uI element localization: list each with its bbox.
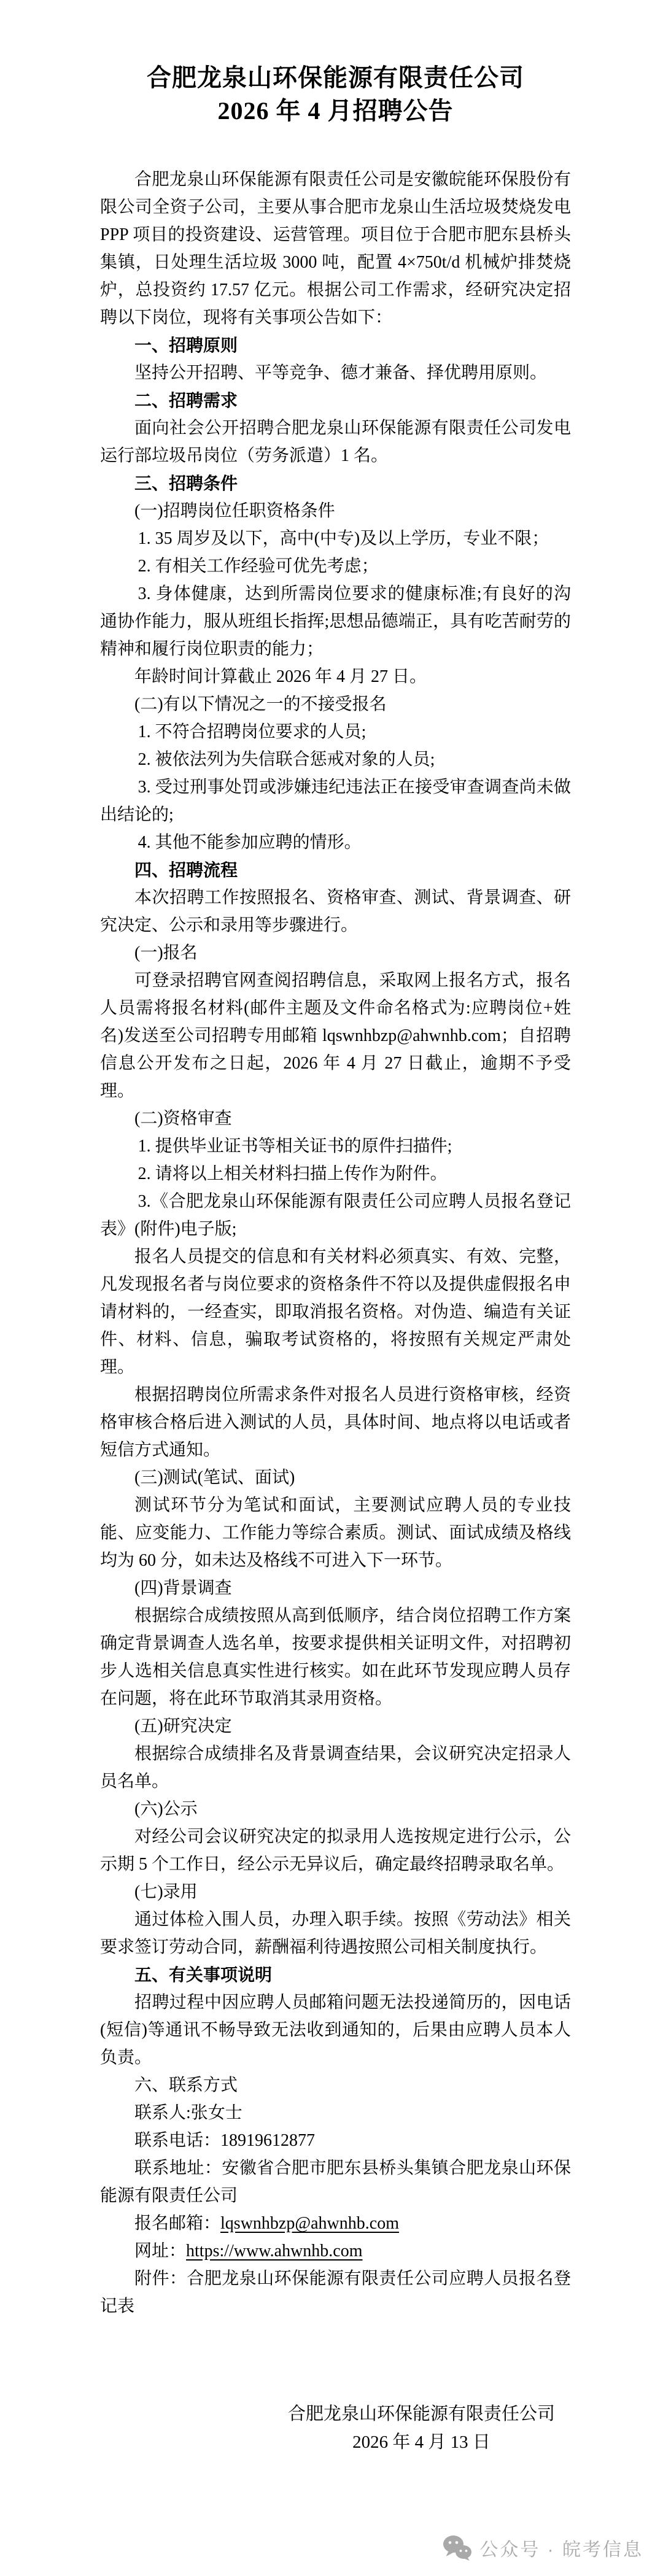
subheading-qualification-conditions: (一)招聘岗位任职资格条件 bbox=[134, 501, 335, 520]
contact-website-value[interactable]: https://www.ahwnhb.com bbox=[186, 2241, 363, 2261]
heading-section-2-demand: 二、招聘需求 bbox=[134, 391, 238, 410]
para-process-overview: 本次招聘工作按照报名、资格审查、测试、背景调查、研究决定、公示和录用等步骤进行。 bbox=[100, 888, 571, 935]
heading-section-6-contact: 六、联系方式 bbox=[134, 2076, 238, 2095]
doc-title-line1: 合肥龙泉山环保能源有限责任公司 bbox=[147, 64, 524, 91]
subheading-decision: (五)研究决定 bbox=[134, 1717, 232, 1736]
subheading-not-accepted: (二)有以下情况之一的不接受报名 bbox=[134, 695, 387, 714]
heading-section-5-notes: 五、有关事项说明 bbox=[134, 1965, 273, 1984]
para-notes: 招聘过程中因应聘人员邮箱问题无法投递简历的，因电话(短信)等通讯不畅导致无法收到通知的，后果由应聘人员本人负责。 bbox=[100, 1993, 571, 2067]
wechat-icon bbox=[443, 2535, 472, 2561]
item-registration-form: 3.《合肥龙泉山环保能源有限责任公司应聘人员报名登记表》(附件)电子版; bbox=[100, 1192, 571, 1239]
contact-email bbox=[100, 2210, 571, 2237]
contact-attachment: 附件：合肥龙泉山环保能源有限责任公司应聘人员报名登记表 bbox=[100, 2269, 571, 2316]
para-registration: 可登录招聘官网查阅招聘信息，采取网上报名方式，报名人员需将报名材料(邮件主题及文件命名格式为:应聘岗位+姓名)发送至公司招聘专用邮箱 lqswnhbzp@ahwnhb.com；自招聘信息公开发布之日起，2026 年 4 月 27 日截止，逾期不予受理。 bbox=[100, 971, 571, 1100]
contact-website bbox=[100, 2237, 571, 2265]
subheading-test: (三)测试(笔试、面试) bbox=[134, 1468, 295, 1487]
doc-body bbox=[100, 166, 571, 2320]
para-age-deadline: 年龄时间计算截止 2026 年 4 月 27 日。 bbox=[134, 667, 427, 686]
watermark-label: 公众号 · 皖考信息 bbox=[479, 2540, 643, 2560]
item-experience: 2. 有相关工作经验可优先考虑； bbox=[138, 557, 379, 576]
wechat-watermark bbox=[443, 2534, 643, 2561]
heading-section-4-process: 四、招聘流程 bbox=[134, 861, 238, 880]
subheading-publicity: (六)公示 bbox=[134, 1800, 198, 1819]
para-material-truthfulness: 报名人员提交的信息和有关材料必须真实、有效、完整，凡发现报名者与岗位要求的资格条件不符以及提供虚假报名申请材料的，一经查实，即取消报名资格。对伪造、编造有关证件、材料、信息，骗取考试资格的，将按照有关规定严肃处理。 bbox=[100, 1247, 571, 1377]
contact-phone: 联系电话：18919612877 bbox=[134, 2131, 316, 2150]
contact-address: 联系地址：安徽省合肥市肥东县桥头集镇合肥龙泉山环保能源有限责任公司 bbox=[100, 2159, 571, 2205]
item-not-meet-requirement: 1. 不符合招聘岗位要求的人员; bbox=[138, 722, 366, 741]
doc-title-line2: 2026 年 4 月招聘公告 bbox=[217, 97, 454, 125]
heading-section-1-principles: 一、招聘原则 bbox=[134, 336, 238, 355]
item-upload-attachment: 2. 请将以上相关材料扫描上传作为附件。 bbox=[138, 1164, 448, 1183]
doc-title bbox=[100, 61, 571, 128]
contact-person: 联系人:张女士 bbox=[134, 2103, 242, 2122]
contact-website-label: 网址： bbox=[134, 2241, 187, 2261]
item-criminal-record: 3. 受过刑事处罚或涉嫌违纪违法正在接受审查调查尚未做出结论的; bbox=[100, 778, 571, 824]
subheading-background-check: (四)背景调查 bbox=[134, 1579, 232, 1598]
para-publicity: 对经公司会议研究决定的拟录用人选按规定进行公示，公示期 5 个工作日，经公示无异议后，确定最终招聘录取名单。 bbox=[100, 1827, 571, 1874]
signature-block bbox=[100, 2400, 571, 2456]
item-certificate-scan: 1. 提供毕业证书等相关证书的原件扫描件; bbox=[138, 1137, 452, 1156]
subheading-employment: (七)录用 bbox=[134, 1882, 198, 1901]
subheading-qualification-review: (二)资格审查 bbox=[134, 1109, 232, 1128]
para-review-notice: 根据招聘岗位所需求条件对报名人员进行资格审核，经资格审核合格后进入测试的人员，具体时间、地点将以电话或者短信方式通知。 bbox=[100, 1385, 571, 1460]
para-principles: 坚持公开招聘、平等竞争、德才兼备、择优聘用原则。 bbox=[134, 363, 548, 382]
para-demand: 面向社会公开招聘合肥龙泉山环保能源有限责任公司发电运行部垃圾吊岗位（劳务派遣）1 名。 bbox=[100, 419, 571, 465]
para-company-intro: 合肥龙泉山环保能源有限责任公司是安徽皖能环保股份有限公司全资子公司，主要从事合肥市龙泉山生活垃圾焚烧发电 PPP 项目的投资建设、运营管理。项目位于合肥市肥东县桥头集镇，日处理生活垃圾 3000 吨，配置 4×750t/d 机械炉排焚烧炉，总投资约 17.57 亿元。根据公司工作需求，经研究决定招聘以下岗位，现将有关事项公告如下： bbox=[100, 170, 571, 327]
signature-company: 合肥龙泉山环保能源有限责任公司 bbox=[287, 2404, 555, 2424]
item-dishonest-list: 2. 被依法列为失信联合惩戒对象的人员; bbox=[138, 750, 435, 769]
subheading-registration: (一)报名 bbox=[134, 943, 198, 962]
para-employment: 通过体检入围人员，办理入职手续。按照《劳动法》相关要求签订劳动合同，薪酬福利待遇按照公司相关制度执行。 bbox=[100, 1910, 571, 1957]
contact-email-value[interactable]: lqswnhbzp@ahwnhb.com bbox=[220, 2214, 399, 2233]
signature-date: 2026 年 4 月 13 日 bbox=[352, 2432, 490, 2452]
contact-email-label: 报名邮箱： bbox=[134, 2214, 221, 2233]
heading-section-3-conditions: 三、招聘条件 bbox=[134, 474, 238, 493]
para-background-check: 根据综合成绩按照从高到低顺序，结合岗位招聘工作方案确定背景调查人选名单，按要求提供相关证明文件，对招聘初步人选相关信息真实性进行核实。如在此环节发现应聘人员存在问题，将在此环节取消其录用资格。 bbox=[100, 1606, 571, 1708]
item-age-education: 1. 35 周岁及以下，高中(中专)及以上学历，专业不限； bbox=[138, 529, 549, 548]
para-test: 测试环节分为笔试和面试，主要测试应聘人员的专业技能、应变能力、工作能力等综合素质。测试、面试成绩及格线均为 60 分，如未达及格线不可进入下一环节。 bbox=[100, 1496, 571, 1570]
para-decision: 根据综合成绩排名及背景调查结果，会议研究决定招录人员名单。 bbox=[100, 1744, 571, 1791]
item-other-situations: 4. 其他不能参加应聘的情形。 bbox=[138, 833, 362, 852]
item-health: 3. 身体健康，达到所需岗位要求的健康标准;有良好的沟通协作能力，服从班组长指挥;思想品德端正，具有吃苦耐劳的精神和履行岗位职责的能力； bbox=[100, 584, 571, 659]
